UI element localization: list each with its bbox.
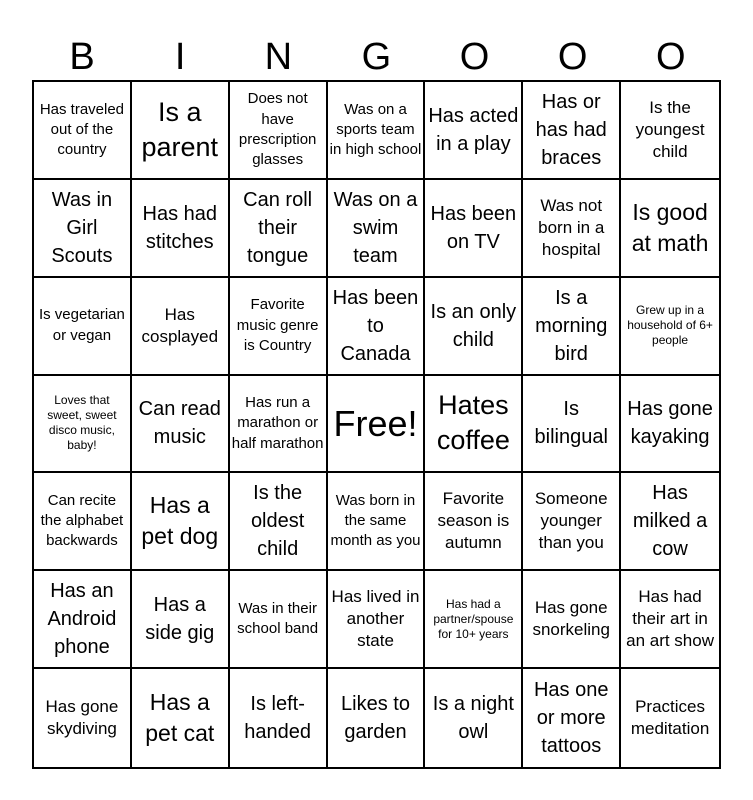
cell-text: Favorite music genre is Country bbox=[236, 296, 319, 354]
bingo-cell[interactable] bbox=[523, 376, 621, 474]
bingo-cell[interactable] bbox=[34, 669, 132, 767]
cell-text: Has traveled out of the country bbox=[39, 100, 125, 159]
cell-text: Was born in the same month as you bbox=[330, 491, 421, 550]
bingo-cell[interactable] bbox=[425, 473, 523, 571]
cell-text: Is a night owl bbox=[432, 693, 514, 744]
cell-text: Has cosplayed bbox=[141, 304, 219, 346]
cell-text: Can recite the alphabet backwards bbox=[40, 491, 124, 550]
cell-text: Is the oldest child bbox=[250, 482, 305, 561]
header-letter-b: B bbox=[69, 36, 95, 78]
cell-text: Hates coffee bbox=[436, 390, 510, 456]
bingo-cell[interactable] bbox=[132, 376, 230, 474]
cell-text: Has a side gig bbox=[145, 594, 215, 645]
cell-text: Has a pet cat bbox=[145, 689, 215, 747]
bingo-cell[interactable] bbox=[328, 180, 426, 278]
cell-text: Has a pet dog bbox=[141, 492, 219, 550]
cell-text: Is left-handed bbox=[244, 693, 311, 744]
bingo-cell[interactable] bbox=[621, 669, 719, 767]
cell-text: Is a parent bbox=[141, 96, 219, 162]
cell-text: Likes to garden bbox=[341, 693, 410, 744]
header-letter-n: N bbox=[264, 36, 293, 78]
cell-text: Is the youngest child bbox=[635, 97, 705, 161]
bingo-header bbox=[33, 34, 720, 80]
bingo-cell[interactable] bbox=[34, 180, 132, 278]
bingo-cell[interactable] bbox=[328, 82, 426, 180]
bingo-cell[interactable] bbox=[621, 473, 719, 571]
cell-text: Free! bbox=[333, 402, 418, 444]
cell-text: Has one or more tattoos bbox=[533, 679, 609, 758]
bingo-cell[interactable] bbox=[328, 669, 426, 767]
cell-text: Practices meditation bbox=[630, 696, 710, 739]
cell-text: Has had their art in an art show bbox=[626, 587, 714, 651]
cell-text: Is good at math bbox=[631, 198, 709, 256]
cell-text: Has milked a cow bbox=[632, 482, 708, 561]
cell-text: Is vegetarian or vegan bbox=[38, 306, 125, 344]
bingo-cell[interactable] bbox=[328, 278, 426, 376]
cell-text: Has had a partner/spouse for 10+ years bbox=[433, 596, 514, 641]
free-space[interactable] bbox=[328, 376, 426, 474]
bingo-cell[interactable] bbox=[230, 278, 328, 376]
cell-text: Can roll their tongue bbox=[243, 188, 313, 267]
cell-text: Has been on TV bbox=[430, 202, 517, 253]
bingo-cell[interactable] bbox=[523, 82, 621, 180]
cell-text: Favorite season is autumn bbox=[437, 489, 510, 553]
bingo-cell[interactable] bbox=[230, 376, 328, 474]
cell-text: Has acted in a play bbox=[428, 104, 519, 155]
cell-text: Was on a swim team bbox=[333, 188, 418, 267]
bingo-cell[interactable] bbox=[523, 180, 621, 278]
bingo-cell[interactable] bbox=[230, 669, 328, 767]
bingo-cell[interactable] bbox=[621, 278, 719, 376]
bingo-cell[interactable] bbox=[621, 571, 719, 669]
bingo-cell[interactable] bbox=[328, 571, 426, 669]
cell-text: Has gone snorkeling bbox=[532, 598, 610, 640]
cell-text: Can read music bbox=[138, 398, 221, 449]
cell-text: Grew up in a household of 6+ people bbox=[627, 303, 713, 348]
bingo-cell[interactable] bbox=[621, 376, 719, 474]
cell-text: Has had stitches bbox=[142, 202, 218, 253]
bingo-cell[interactable] bbox=[230, 473, 328, 571]
bingo-cell[interactable] bbox=[132, 278, 230, 376]
header-letter-g: G bbox=[361, 36, 392, 78]
cell-text: Has an Android phone bbox=[47, 580, 117, 659]
bingo-cell[interactable] bbox=[425, 180, 523, 278]
bingo-cell[interactable] bbox=[425, 82, 523, 180]
bingo-cell[interactable] bbox=[425, 669, 523, 767]
header-letter-o1: O bbox=[459, 36, 490, 78]
bingo-cell[interactable] bbox=[34, 278, 132, 376]
bingo-cell[interactable] bbox=[328, 473, 426, 571]
cell-text: Was in Girl Scouts bbox=[51, 188, 113, 267]
bingo-cell[interactable] bbox=[132, 82, 230, 180]
cell-text: Has gone kayaking bbox=[627, 398, 713, 449]
bingo-grid bbox=[32, 80, 721, 769]
cell-text: Has run a marathon or half marathon bbox=[231, 394, 324, 452]
cell-text: Has or has had braces bbox=[535, 90, 607, 169]
header-letter-i: I bbox=[174, 36, 186, 78]
bingo-cell[interactable] bbox=[230, 571, 328, 669]
cell-text: Was in their school band bbox=[237, 599, 319, 638]
cell-text: Is a morning bird bbox=[535, 286, 608, 365]
bingo-cell[interactable] bbox=[34, 571, 132, 669]
bingo-cell[interactable] bbox=[523, 278, 621, 376]
cell-text: Is an only child bbox=[430, 300, 517, 351]
bingo-cell[interactable] bbox=[34, 376, 132, 474]
bingo-cell[interactable] bbox=[34, 82, 132, 180]
bingo-cell[interactable] bbox=[132, 473, 230, 571]
cell-text: Has been to Canada bbox=[332, 286, 419, 365]
bingo-cell[interactable] bbox=[621, 82, 719, 180]
bingo-cell[interactable] bbox=[425, 376, 523, 474]
cell-text: Has gone skydiving bbox=[45, 696, 119, 739]
bingo-cell[interactable] bbox=[132, 571, 230, 669]
cell-text: Loves that sweet, sweet disco music, baby! bbox=[47, 393, 117, 453]
bingo-cell[interactable] bbox=[621, 180, 719, 278]
bingo-cell[interactable] bbox=[230, 180, 328, 278]
header-letter-o3: O bbox=[656, 36, 686, 78]
bingo-cell[interactable] bbox=[425, 278, 523, 376]
bingo-cell[interactable] bbox=[132, 669, 230, 767]
cell-text: Is bilingual bbox=[534, 398, 608, 449]
bingo-cell[interactable] bbox=[523, 571, 621, 669]
bingo-cell[interactable] bbox=[523, 473, 621, 571]
bingo-cell[interactable] bbox=[523, 669, 621, 767]
cell-text: Does not have prescription glasses bbox=[238, 90, 317, 169]
header-letter-o2: O bbox=[557, 36, 588, 78]
bingo-cell[interactable] bbox=[34, 473, 132, 571]
cell-text: Someone younger than you bbox=[534, 489, 608, 553]
bingo-cell[interactable] bbox=[230, 82, 328, 180]
cell-text: Was on a sports team in high school bbox=[329, 100, 422, 159]
bingo-cell[interactable] bbox=[132, 180, 230, 278]
bingo-cell[interactable] bbox=[425, 571, 523, 669]
cell-text: Has lived in another state bbox=[331, 587, 420, 651]
cell-text: Was not born in a hospital bbox=[538, 195, 605, 259]
